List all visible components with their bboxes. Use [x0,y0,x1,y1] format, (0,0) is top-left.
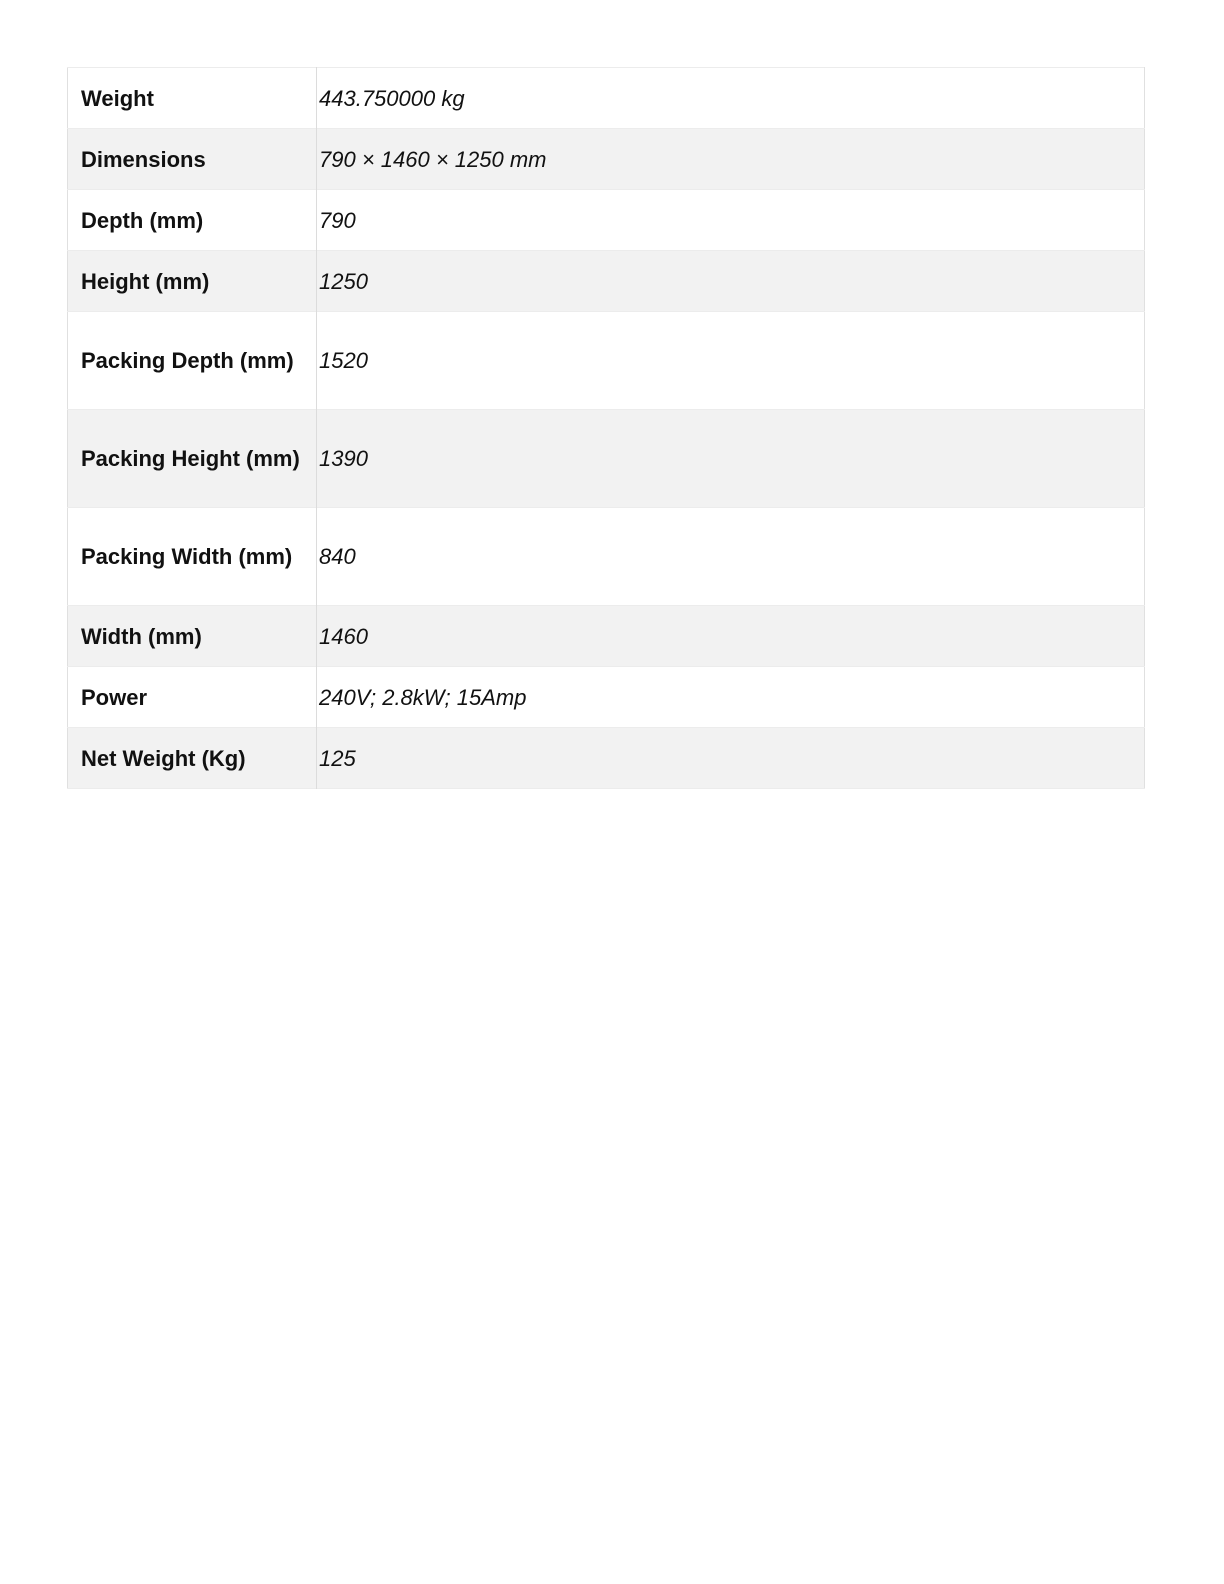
spec-label: Packing Depth (mm) [68,312,317,410]
spec-label: Width (mm) [68,606,317,667]
spec-label: Net Weight (Kg) [68,728,317,789]
spec-value: 240V; 2.8kW; 15Amp [319,684,527,710]
spec-value: 790 × 1460 × 1250 mm [319,146,547,172]
spec-value: 1460 [319,623,368,649]
spec-value: 1250 [319,268,368,294]
spec-row-height [68,251,1145,312]
spec-label: Weight [68,68,317,129]
spec-label: Depth (mm) [68,190,317,251]
spec-row-dimensions [68,129,1145,190]
spec-label: Packing Height (mm) [68,410,317,508]
spec-value: 790 [319,207,356,233]
spec-row-net-weight [68,728,1145,789]
spec-label: Power [68,667,317,728]
spec-row-power [68,667,1145,728]
spec-row-weight [68,68,1145,129]
spec-row-packing-height [68,410,1145,508]
spec-label: Packing Width (mm) [68,508,317,606]
spec-row-depth [68,190,1145,251]
spec-value: 125 [319,745,356,771]
spec-value: 1520 [319,348,368,373]
spec-label: Height (mm) [68,251,317,312]
spec-value: 443.750000 kg [319,85,465,111]
spec-label: Dimensions [68,129,317,190]
spec-value: 1390 [319,446,368,471]
spec-row-packing-width [68,508,1145,606]
spec-row-packing-depth [68,312,1145,410]
spec-value: 840 [319,544,356,569]
specifications-table [67,67,1145,789]
spec-row-width [68,606,1145,667]
